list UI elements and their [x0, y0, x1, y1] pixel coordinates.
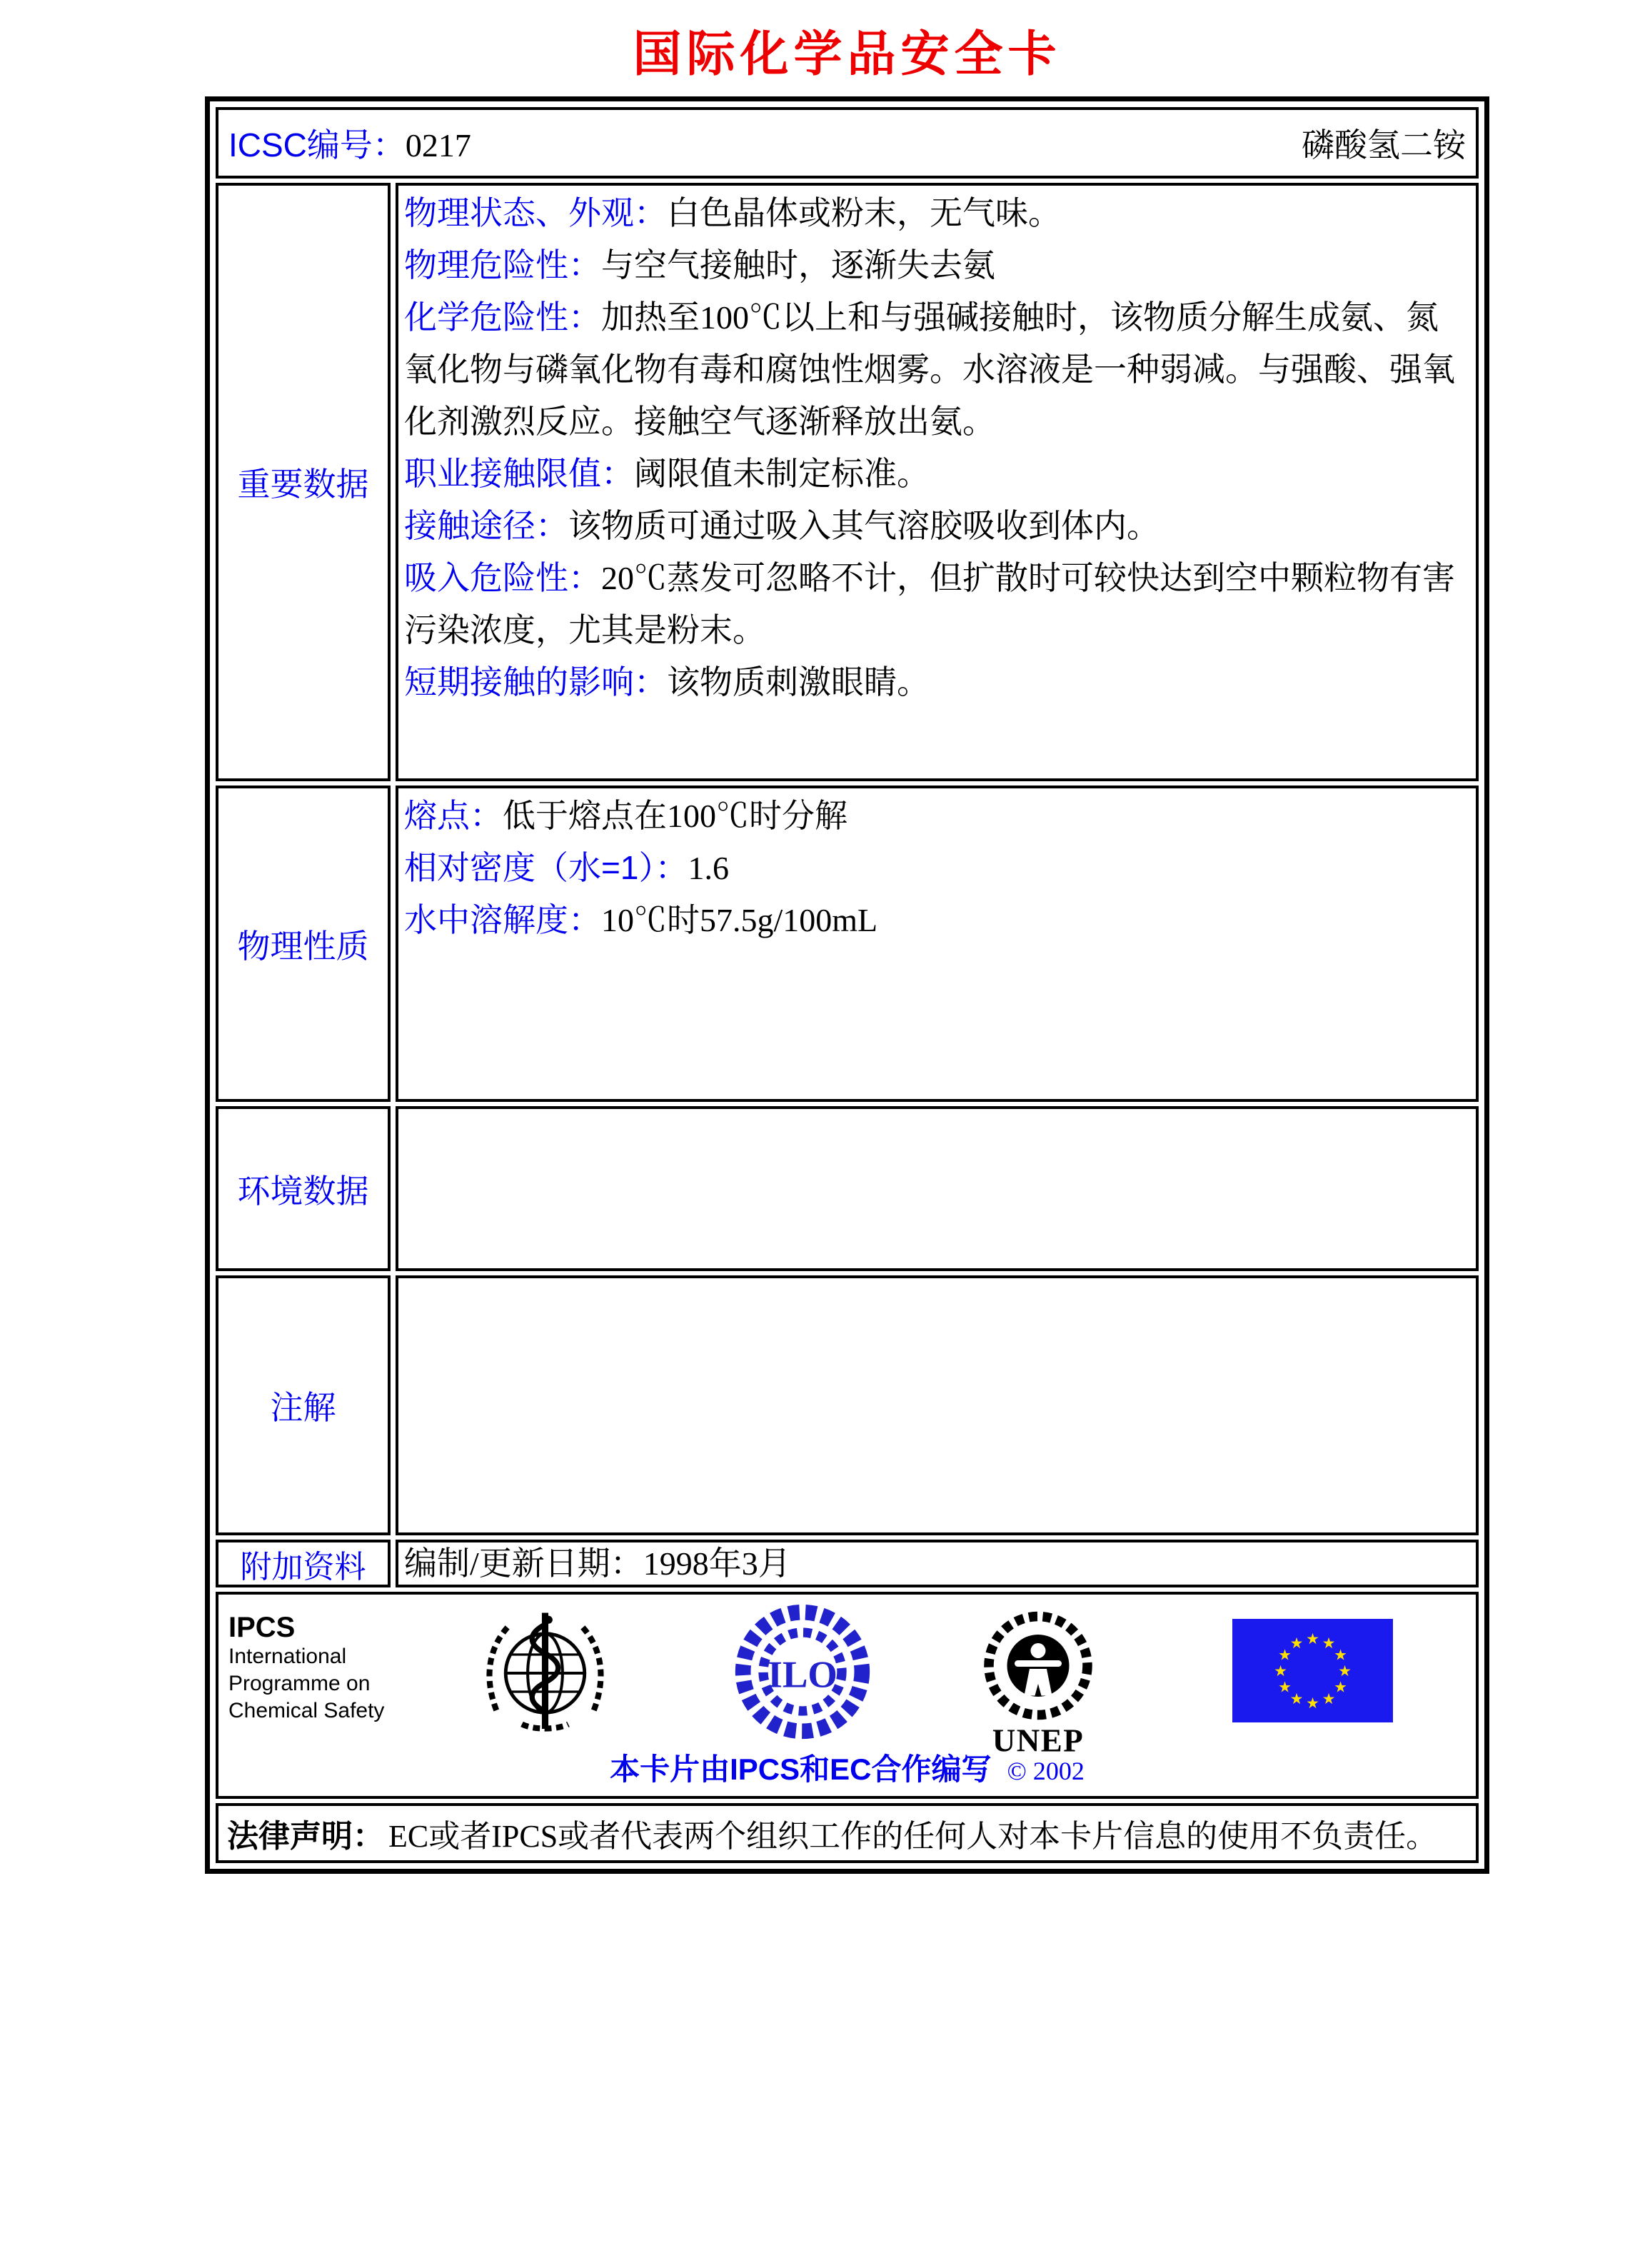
- section-label-physical-properties: 物理性质: [216, 786, 391, 1102]
- field-label: 熔点：: [404, 797, 503, 834]
- icsc-number-value: 0217: [405, 127, 471, 164]
- physical-properties-content: [396, 786, 1479, 1102]
- field-line: [404, 448, 1462, 500]
- ipcs-text-block: [228, 1612, 384, 1725]
- field-label: 物理危险性：: [404, 246, 601, 284]
- legal-label: 法律声明：: [227, 1819, 384, 1854]
- icsc-table: [205, 96, 1489, 1874]
- field-value: 10℃时57.5g/100mL: [601, 902, 878, 938]
- footer-cell: [216, 1592, 1479, 1799]
- field-label: 水中溶解度：: [404, 901, 601, 938]
- field-line: [404, 842, 1462, 894]
- ipcs-title: IPCS: [228, 1612, 296, 1643]
- field-value: 该物质可通过吸入其气溶胶吸收到体内。: [568, 508, 1159, 544]
- header-cell: [216, 107, 1479, 179]
- unep-logo-text: UNEP: [992, 1722, 1085, 1759]
- field-value: 该物质刺激眼睛。: [667, 664, 930, 701]
- field-label: 接触途径：: [404, 507, 568, 544]
- header-row: [216, 107, 1479, 179]
- field-value: 阈限值未制定标准。: [634, 456, 930, 492]
- svg-text:★: ★: [1338, 1662, 1352, 1680]
- field-value: 与空气接触时，逐渐失去氨: [601, 247, 995, 284]
- copyright-text: © 2002: [1007, 1757, 1085, 1785]
- ilo-logo-icon: [731, 1600, 874, 1743]
- svg-text:★: ★: [1278, 1678, 1292, 1696]
- legal-row: [216, 1803, 1479, 1863]
- who-logo-icon: [476, 1602, 615, 1745]
- svg-text:★: ★: [1306, 1695, 1319, 1712]
- svg-text:★: ★: [1334, 1678, 1347, 1696]
- field-line: [404, 656, 1462, 708]
- legal-text: EC或者IPCS或者代表两个组织工作的任何人对本卡片信息的使用不负责任。: [388, 1819, 1438, 1854]
- page-title: 国际化学品安全卡: [633, 27, 1062, 81]
- field-value: 白色晶体或粉末，无气味。: [667, 195, 1061, 231]
- environmental-data-content: [396, 1106, 1479, 1271]
- field-line: [404, 291, 1462, 448]
- field-label: 吸入危险性：: [404, 559, 601, 596]
- ipcs-line-2: Programme on: [228, 1672, 371, 1695]
- section-label-additional-info: 附加资料: [216, 1540, 391, 1587]
- field-value: 加热至100℃以上和与强碱接触时，该物质分解生成氨、氮氧化物与磷氧化物有毒和腐蚀性烟雾。水溶液是一种弱减。与强酸、强氧化剂激烈反应。接触空气逐渐释放出氨。: [404, 299, 1455, 440]
- svg-text:★: ★: [1322, 1635, 1336, 1652]
- icsc-number-label: ICSC编号：: [228, 126, 406, 164]
- section-environmental-data: [216, 1106, 1479, 1271]
- section-physical-properties: [216, 786, 1479, 1102]
- svg-text:ILO: ILO: [768, 1652, 837, 1696]
- notes-content: [396, 1275, 1479, 1535]
- ipcs-line-1: International: [228, 1645, 347, 1668]
- field-label: 物理状态、外观：: [404, 194, 667, 231]
- field-value: 1.6: [688, 850, 729, 886]
- section-notes: [216, 1275, 1479, 1535]
- field-label: 相对密度（水=1）：: [404, 849, 688, 886]
- field-value: 20℃蒸发可忽略不计，但扩散时可较快达到空中颗粒物有害污染浓度，尤其是粉末。: [404, 560, 1455, 648]
- svg-text:★: ★: [1322, 1690, 1336, 1707]
- svg-text:★: ★: [1289, 1635, 1304, 1652]
- field-line: [404, 187, 1462, 239]
- section-important-data: [216, 183, 1479, 781]
- icsc-number: [228, 119, 471, 166]
- svg-text:★: ★: [1306, 1630, 1319, 1647]
- field-line: [404, 552, 1462, 656]
- unep-logo-icon: [974, 1600, 1102, 1763]
- svg-text:★: ★: [1274, 1662, 1287, 1680]
- eu-flag-icon: [1232, 1619, 1393, 1722]
- legal-cell: [216, 1803, 1479, 1863]
- svg-text:★: ★: [1278, 1646, 1292, 1664]
- section-label-notes: 注解: [216, 1275, 391, 1535]
- field-line: [404, 894, 1462, 946]
- field-line: [404, 239, 1462, 291]
- field-line: [404, 500, 1462, 552]
- important-data-content: [396, 183, 1479, 781]
- field-value: 低于熔点在100℃时分解: [503, 798, 847, 834]
- field-line: [404, 790, 1462, 842]
- footer-caption: [218, 1746, 1476, 1789]
- field-label: 短期接触的影响：: [404, 663, 667, 701]
- svg-text:★: ★: [1289, 1690, 1304, 1707]
- ipcs-line-3: Chemical Safety: [228, 1699, 385, 1722]
- field-label: 化学危险性：: [404, 298, 601, 336]
- svg-text:★: ★: [1334, 1646, 1347, 1664]
- section-additional-info: [216, 1540, 1479, 1587]
- chemical-name: 磷酸氢二铵: [1302, 127, 1466, 164]
- footer-row: [216, 1592, 1479, 1799]
- field-label: 职业接触限值：: [404, 455, 634, 492]
- update-date-text: 编制/更新日期：1998年3月: [404, 1545, 791, 1582]
- section-label-environmental-data: 环境数据: [216, 1106, 391, 1271]
- cooperation-caption: 本卡片由IPCS和EC合作编写: [610, 1752, 992, 1786]
- section-label-important-data: 重要数据: [216, 183, 391, 781]
- additional-info-content: [396, 1540, 1479, 1587]
